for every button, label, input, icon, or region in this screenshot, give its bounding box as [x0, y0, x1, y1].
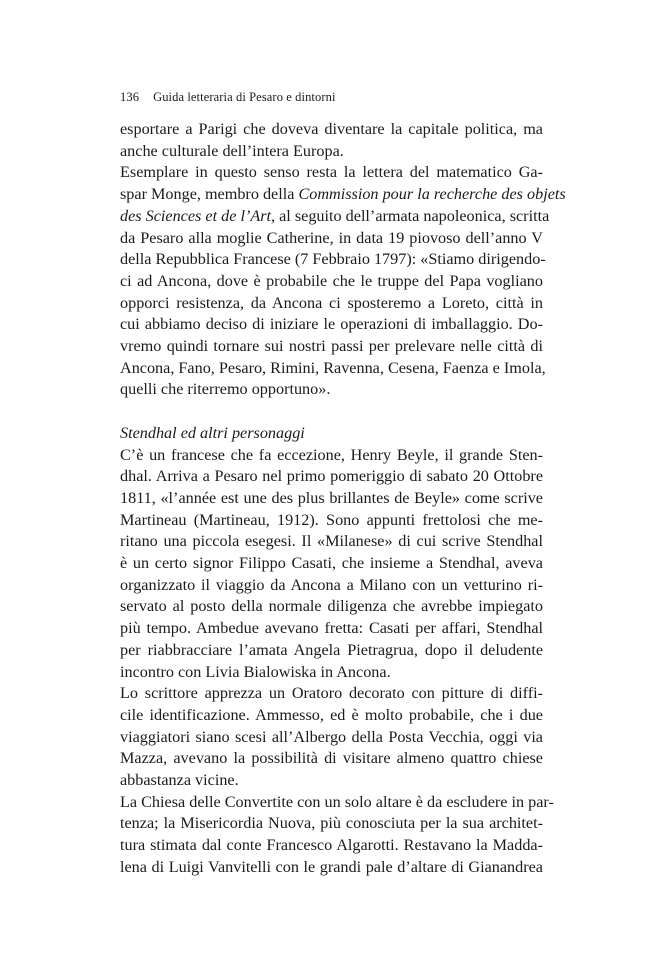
text-segment: anche culturale dell’intera Europa. [120, 141, 344, 160]
text-segment: più tempo. Ambedue avevano fretta: Casati per affari, Stendhal [120, 619, 543, 638]
text-line [120, 141, 543, 163]
text-line [120, 271, 543, 293]
text-segment: al seguito dell’armata napoleonica, scritta [275, 206, 550, 225]
text-segment: ritano una piccola esegesi. Il «Milanese» di cui scrive Stendhal [120, 532, 543, 551]
text-line [120, 488, 543, 510]
text-line [120, 770, 543, 792]
text-segment: Esemplare in questo senso resta la lettera del matematico Ga- [120, 163, 543, 182]
text-line [120, 162, 543, 184]
italic-text: Stendhal ed altri personaggi [120, 423, 305, 442]
text-line [120, 727, 543, 749]
text-segment: cile identificazione. Ammesso, ed è molto probabile, che i due [120, 705, 543, 724]
text-line [120, 640, 543, 662]
italic-text: Commission pour la recherche des objets [298, 185, 566, 204]
text-line [120, 466, 543, 488]
text-segment: ci ad Ancona, dove è probabile che le truppe del Papa vogliano [120, 271, 543, 290]
body-text [120, 119, 566, 879]
text-segment: C’è un francese che fa eccezione, Henry Beyle, il grande Sten- [120, 445, 543, 464]
text-line [120, 445, 543, 467]
text-line [120, 249, 546, 271]
text-line [120, 792, 554, 814]
text-line [120, 596, 543, 618]
text-line [120, 553, 543, 575]
page-number: 136 [120, 90, 140, 104]
text-line [120, 358, 546, 380]
text-segment: Ancona, Fano, Pesaro, Rimini, Ravenna, Cesena, Faenza e Imola, [120, 358, 546, 377]
text-segment: per riabbracciare l’amata Angela Pietragrua, dopo il deludente [120, 640, 543, 659]
text-segment: La Chiesa delle Convertite con un solo altare è da escludere in par- [120, 792, 554, 811]
text-line [120, 184, 566, 206]
text-segment: dhal. Arriva a Pesaro nel primo pomeriggio di sabato 20 Ottobre [120, 467, 543, 486]
text-segment: Martineau (Martineau, 1912). Sono appunti frettolosi che me- [120, 510, 543, 529]
text-line [120, 336, 543, 358]
text-line [120, 835, 543, 857]
text-segment: tura stimata dal conte Francesco Algarotti. Restavano la Madda- [120, 836, 543, 855]
text-segment: abbastanza vicine. [120, 771, 239, 790]
text-segment: tenza; la Misericordia Nuova, più conosciuta per la sua architet- [120, 814, 543, 833]
text-segment: viaggiatori siano scesi all’Albergo della Posta Vecchia, oggi via [120, 727, 543, 746]
text-segment: Mazza, avevano la possibilità di visitare almeno quattro chiese [120, 749, 543, 768]
text-segment: quelli che riterremo opportuno». [120, 380, 331, 399]
text-line [120, 748, 543, 770]
text-segment: opporci resistenza, da Ancona ci sposteremo a Loreto, città in [120, 293, 543, 312]
text-line [120, 857, 543, 879]
text-segment: organizzato il viaggio da Ancona a Milano con un vetturino ri- [120, 575, 543, 594]
text-segment: esportare a Parigi che doveva diventare la capitale politica, ma [120, 120, 543, 138]
text-line [120, 705, 543, 727]
italic-text: des Sciences et de l’Art, [120, 206, 276, 225]
text-segment: spar Monge, membro della [120, 185, 299, 204]
text-segment: servato al posto della normale diligenza che avrebbe impiegato [120, 597, 543, 616]
text-segment: da Pesaro alla moglie Catherine, in data 19 piovoso dell’anno V [120, 228, 543, 247]
text-line [120, 510, 543, 532]
text-line [120, 575, 543, 597]
text-segment: della Repubblica Francese (7 Febbraio 1797): «Stiamo dirigendo- [120, 250, 546, 269]
running-header [120, 90, 336, 105]
text-line [120, 423, 543, 445]
text-line [120, 531, 543, 553]
text-line [120, 618, 543, 640]
text-line [120, 119, 543, 141]
text-segment: è un certo signor Filippo Casati, che insieme a Stendhal, aveva [120, 554, 543, 573]
text-line [120, 662, 543, 684]
text-segment: lena di Luigi Vanvitelli con le grandi pale d’altare di Gianandrea [120, 857, 543, 876]
text-line [120, 293, 543, 315]
text-line [120, 379, 543, 401]
running-title: Guida letteraria di Pesaro e dintorni [153, 90, 336, 104]
paragraph-gap [120, 401, 543, 423]
text-line [120, 314, 543, 336]
text-segment: 1811, «l’année est une des plus brillantes de Beyle» come scrive [120, 488, 543, 507]
text-segment: Lo scrittore apprezza un Oratoro decorato con pitture di diffi- [120, 684, 543, 703]
text-line [120, 683, 543, 705]
text-segment: vremo quindi tornare sui nostri passi per prelevare nelle città di [120, 337, 543, 356]
text-line [120, 813, 543, 835]
text-line [120, 228, 543, 250]
text-segment: incontro con Livia Bialowiska in Ancona. [120, 662, 391, 681]
text-line [120, 206, 550, 228]
text-segment: cui abbiamo deciso di iniziare le operazioni di imballaggio. Do- [120, 315, 543, 334]
